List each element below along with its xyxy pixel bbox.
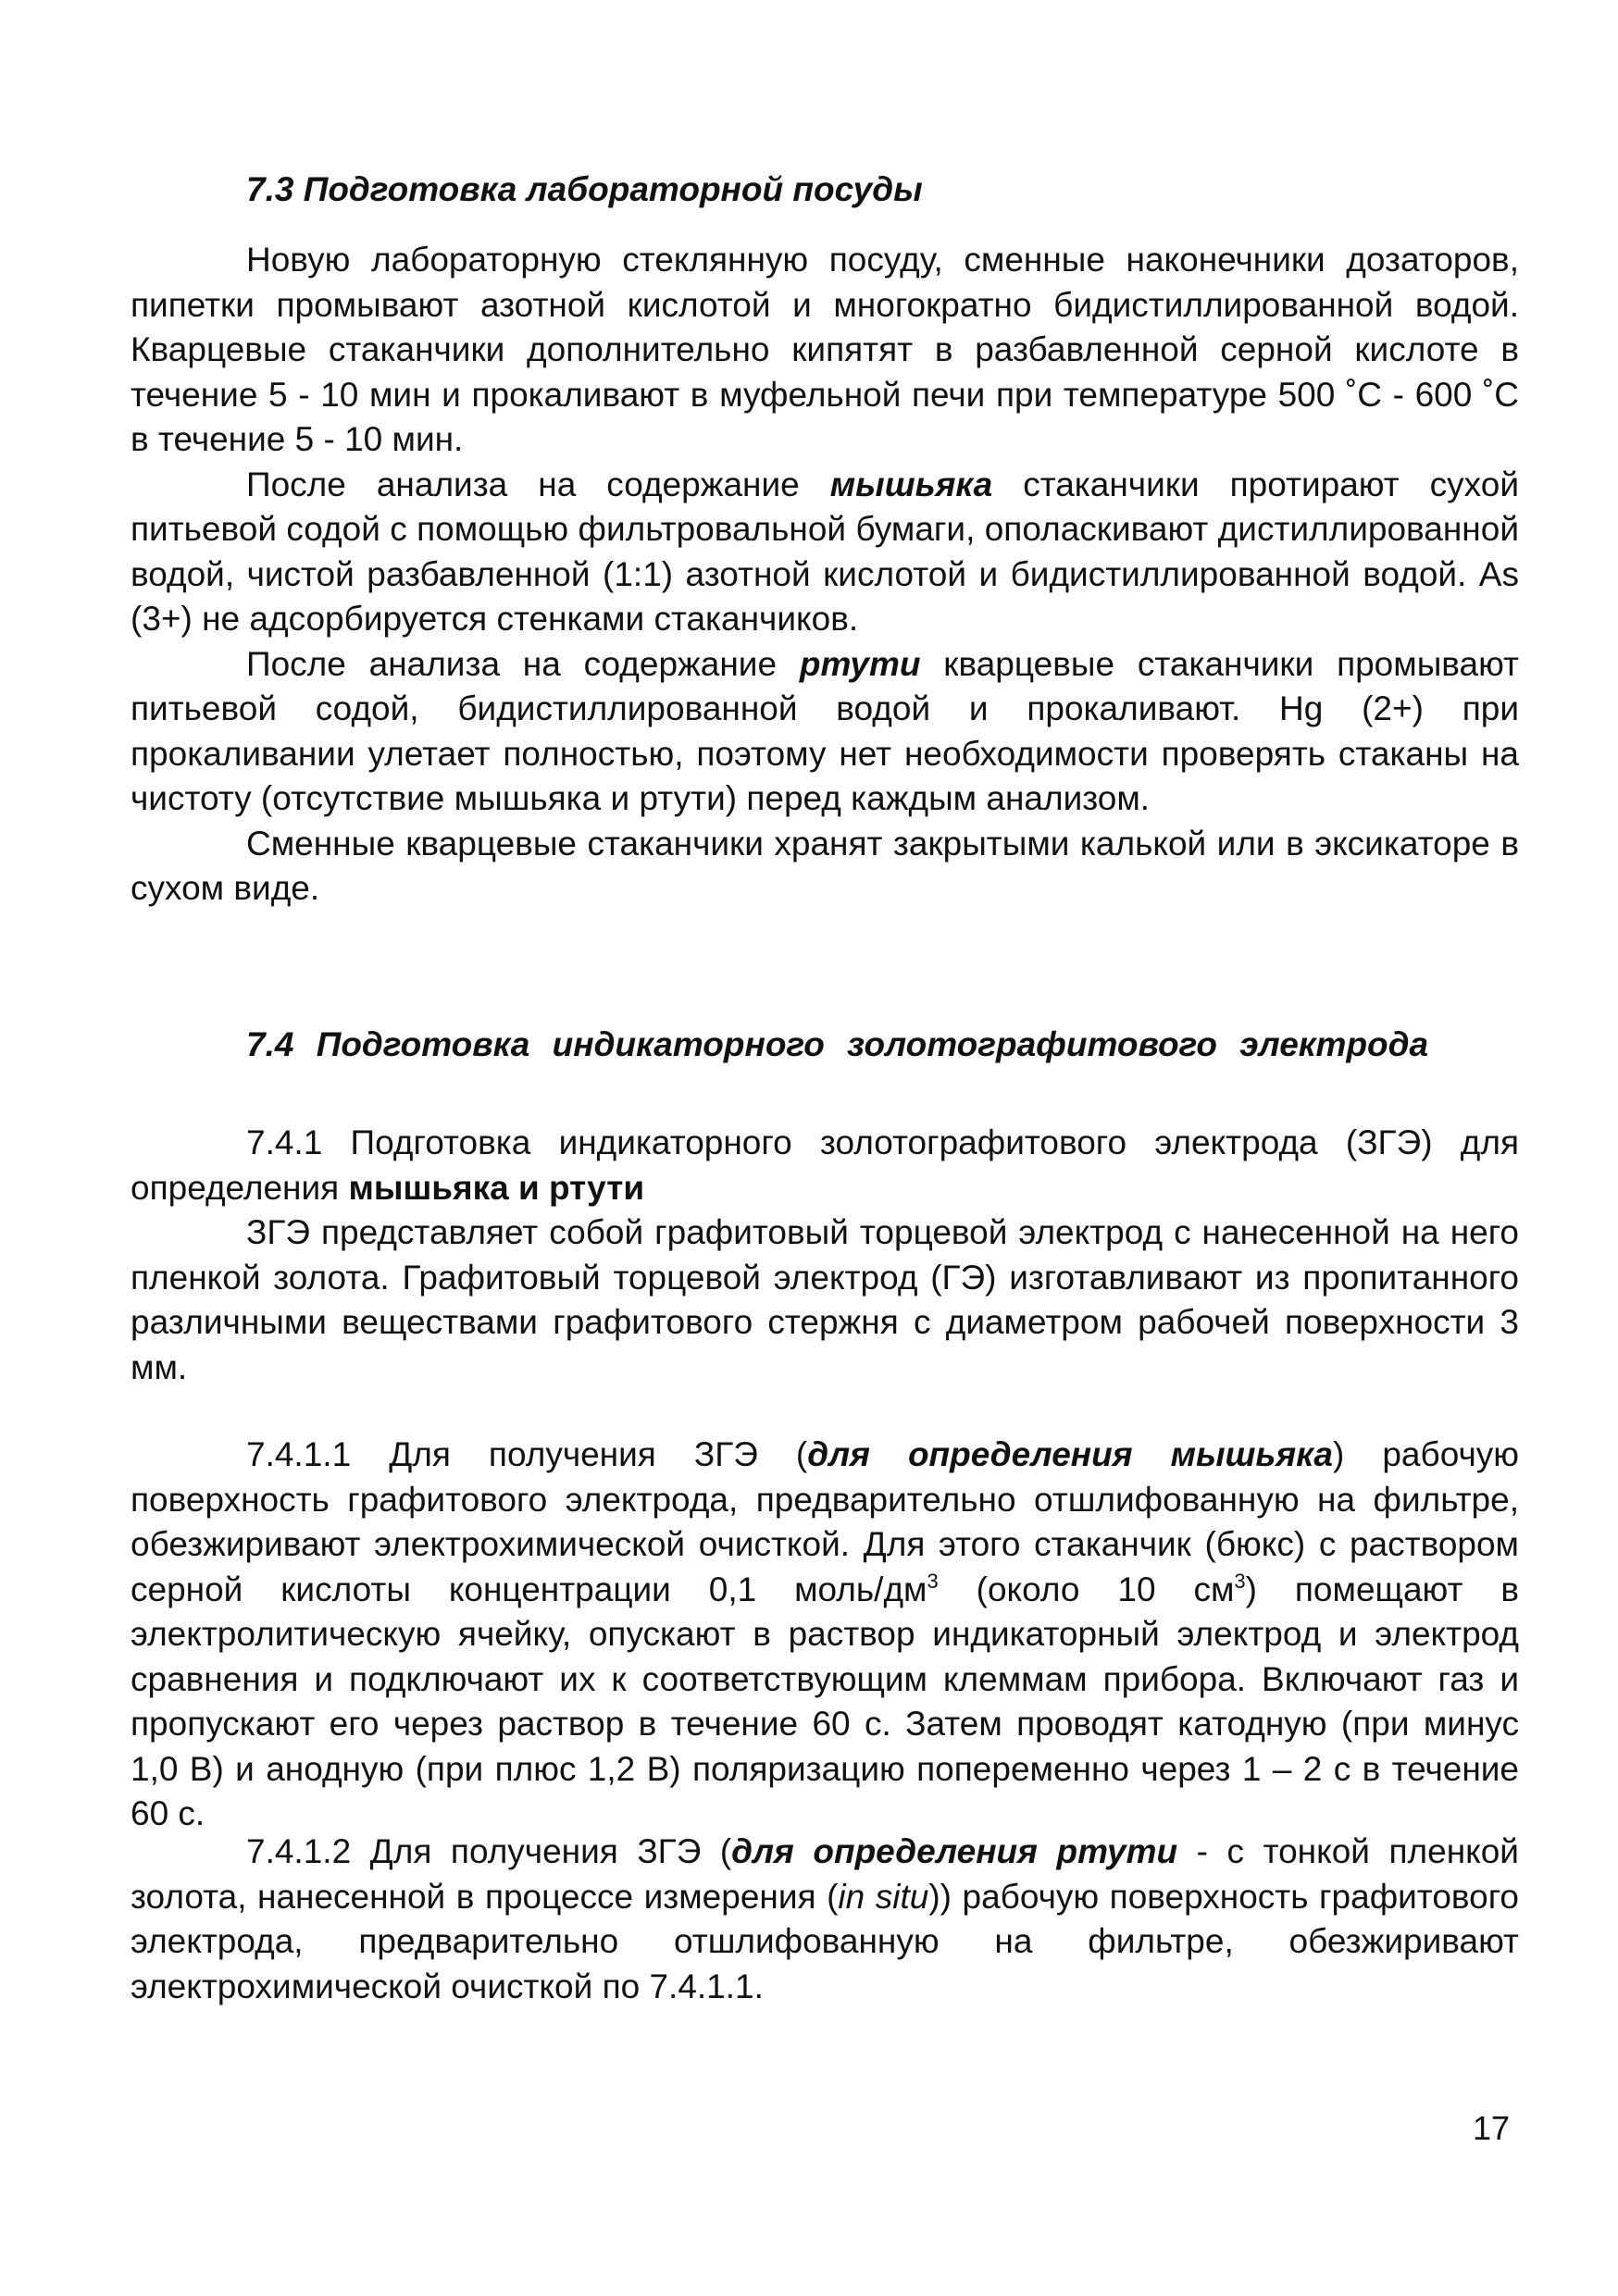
section-7-3-body — [131, 238, 1519, 912]
arsenic-mercury-bold: мышьяка и ртути — [348, 1168, 645, 1207]
page-number: 17 — [1473, 2109, 1511, 2147]
arsenic-determination-emphasis: для определения мышьяка — [807, 1435, 1333, 1473]
section-7-4-1 — [131, 1121, 1519, 1390]
in-situ-italic: in situ — [838, 1877, 929, 1916]
arsenic-emphasis: мышьяка — [829, 465, 993, 503]
superscript-dm3: 3 — [927, 1569, 939, 1593]
superscript-cm3: 3 — [1234, 1569, 1246, 1593]
section-7-4 — [131, 1023, 1519, 1067]
mercury-emphasis: ртути — [799, 644, 921, 683]
section-7-4-1-2 — [131, 1830, 1519, 2009]
paragraph-7-4-1-1: 7.4.1.1 Для получения ЗГЭ (для определения мышьяка) рабочую поверхность графитового электрода, предварительно отшлифованную на фильтре, обезжиривают электрохимической очисткой. Для этого стаканчик (бюкс) с раствором серной кислоты концентрации 0,1 моль/$дм^3$ (около 10 $см^3$) помещают в электролитическую ячейку, опускают в раствор индикаторный электрод и электрод сравнения и подключают их к соответствующим клеммам прибора. Включают газ и пропускают его через раствор в течение 60 с. Затем проводят катодную (при минус 1,0 В) и анодную (при плюс 1,2 В) поляризацию попеременно через 1 – 2 с в течение 60 с. — [131, 1435, 1519, 1832]
paragraph-storage: Сменные кварцевые стаканчики хранят закрытыми калькой или в эксикаторе в сухом виде. — [131, 824, 1519, 907]
paragraph-7-4-1-2: 7.4.1.2 Для получения ЗГЭ (для определения ртути - с тонкой пленкой золота, нанесенной в процессе измерения (in situ)) рабочую поверхность графитового электрода, предварительно отшлифованную на фильтре, обезжиривают электрохимической очисткой по 7.4.1.1. — [131, 1832, 1519, 2005]
section-7-4-heading: 7.4 Подготовка индикаторного золотографитового электрода — [246, 1025, 1429, 1063]
mercury-determination-emphasis: для определения ртути — [731, 1832, 1178, 1870]
paragraph-7-4-1: 7.4.1 Подготовка индикаторного золотографитового электрода (ЗГЭ) для определения мышьяка и ртути — [131, 1123, 1519, 1207]
paragraph-mercury: После анализа на содержание ртути кварцевые стаканчики промывают питьевой содой, бидистиллированной водой и прокаливают. Hg (2+) при прокаливании улетает полностью, поэтому нет необходимости проверять стаканы на чистоту (отсутствие мышьяка и ртути) перед каждым анализом. — [131, 644, 1519, 817]
paragraph-electrode-description: ЗГЭ представляет собой графитовый торцевой электрод с нанесенной на него пленкой золота. Графитовый торцевой электрод (ГЭ) изготавливают из пропитанного различными веществами графитового стержня с диаметром рабочей поверхности 3 мм. — [131, 1213, 1519, 1386]
paragraph-arsenic: После анализа на содержание мышьяка стаканчики протирают сухой питьевой содой с помощью фильтровальной бумаги, ополаскивают дистиллированной водой, чистой разбавленной (1:1) азотной кислотой и бидистиллированной водой. As (3+) не адсорбируется стенками стаканчиков. — [131, 465, 1520, 638]
section-7-4-1-1 — [131, 1433, 1519, 1837]
section-7-3 — [131, 168, 1519, 212]
section-7-3-heading: 7.3 Подготовка лабораторной посуды — [246, 170, 923, 208]
document-page — [131, 0, 1519, 2296]
paragraph-glassware: Новую лабораторную стеклянную посуду, сменные наконечники дозаторов, пипетки промывают азотной кислотой и многократно бидистиллированной водой. Кварцевые стаканчики дополнительно кипятят в разбавленной серной кислоте в течение 5 - 10 мин и прокаливают в муфельной печи при температуре 500 ˚С - 600 ˚С в течение 5 - 10 мин. — [131, 241, 1519, 458]
